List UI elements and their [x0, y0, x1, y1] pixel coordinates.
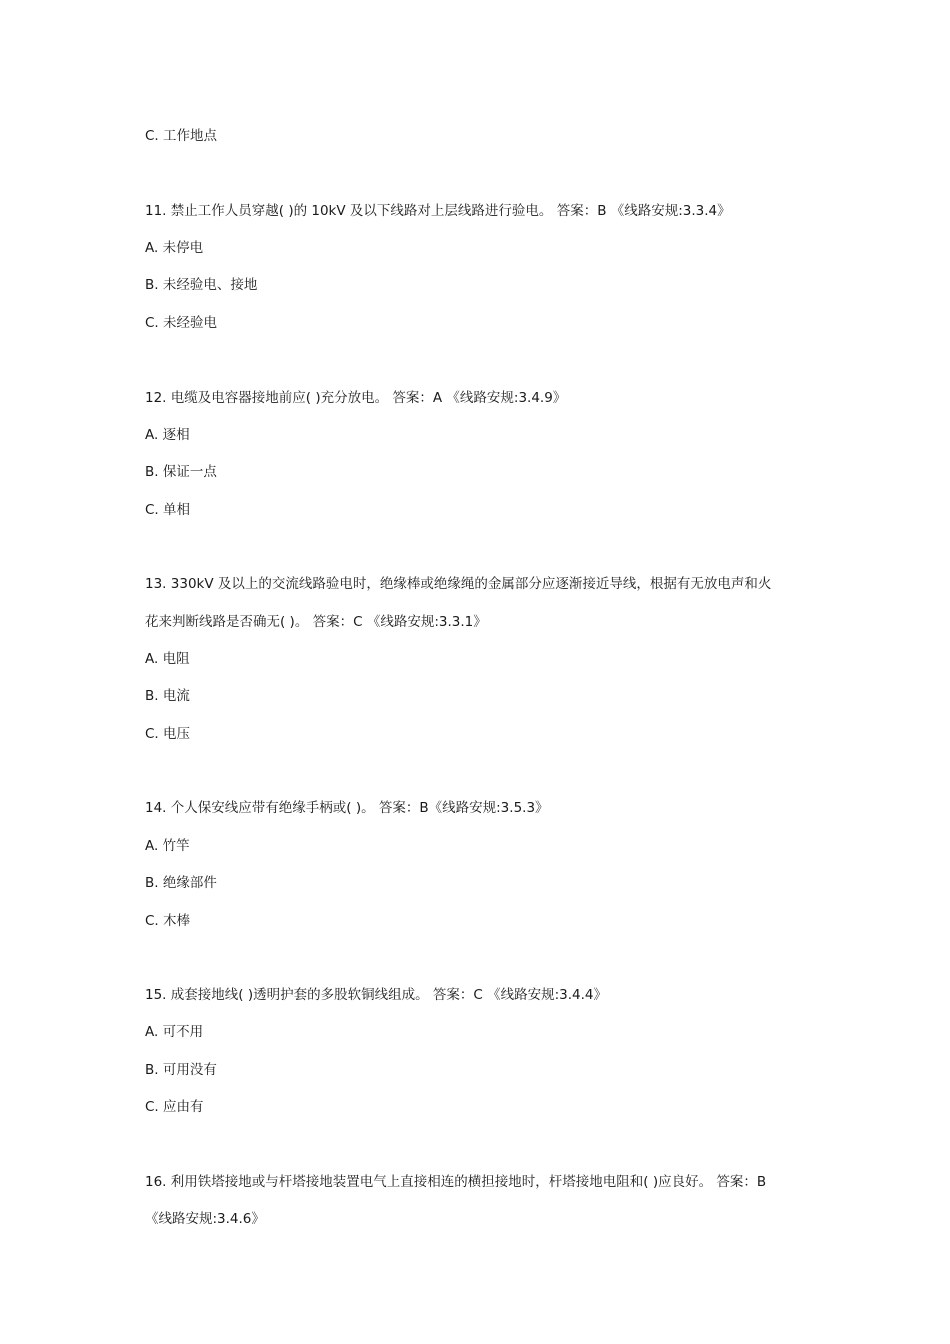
question-16-line-1: 16. 利用铁塔接地或与杆塔接地装置电气上直接相连的横担接地时，杆塔接地电阻和( )应良好。 答案：B: [145, 1174, 767, 1190]
option-11-c: C. 未经验电: [145, 315, 218, 331]
question-16-line-2: 《线路安规:3.4.6》: [145, 1211, 265, 1227]
question-13-line-1: 13. 330kV 及以上的交流线路验电时，绝缘棒或绝缘绳的金属部分应逐渐接近导线，根据有无放电声和火: [145, 576, 772, 592]
option-15-a: A. 可不用: [145, 1024, 204, 1040]
question-13-line-2: 花来判断线路是否确无( )。 答案：C 《线路安规:3.3.1》: [145, 614, 487, 630]
option-10-c: C. 工作地点: [145, 128, 218, 144]
option-12-b: B. 保证一点: [145, 464, 217, 480]
question-15: 15. 成套接地线( )透明护套的多股软铜线组成。 答案：C 《线路安规:3.4.4》: [145, 987, 607, 1003]
option-13-a: A. 电阻: [145, 651, 190, 667]
option-15-c: C. 应由有: [145, 1099, 204, 1115]
option-11-b: B. 未经验电、接地: [145, 277, 258, 293]
option-12-a: A. 逐相: [145, 427, 190, 443]
option-13-c: C. 电压: [145, 726, 191, 742]
option-14-b: B. 绝缘部件: [145, 875, 217, 891]
option-14-c: C. 木棒: [145, 913, 191, 929]
question-14: 14. 个人保安线应带有绝缘手柄或( )。 答案：B《线路安规:3.5.3》: [145, 800, 549, 816]
option-14-a: A. 竹竿: [145, 838, 190, 854]
question-11: 11. 禁止工作人员穿越( )的 10kV 及以下线路对上层线路进行验电。 答案：B 《线路安规:3.3.4》: [145, 203, 731, 219]
question-12: 12. 电缆及电容器接地前应( )充分放电。 答案：A 《线路安规:3.4.9》: [145, 390, 567, 406]
option-12-c: C. 单相: [145, 502, 191, 518]
option-13-b: B. 电流: [145, 688, 190, 704]
option-15-b: B. 可用没有: [145, 1062, 217, 1078]
option-11-a: A. 未停电: [145, 240, 204, 256]
